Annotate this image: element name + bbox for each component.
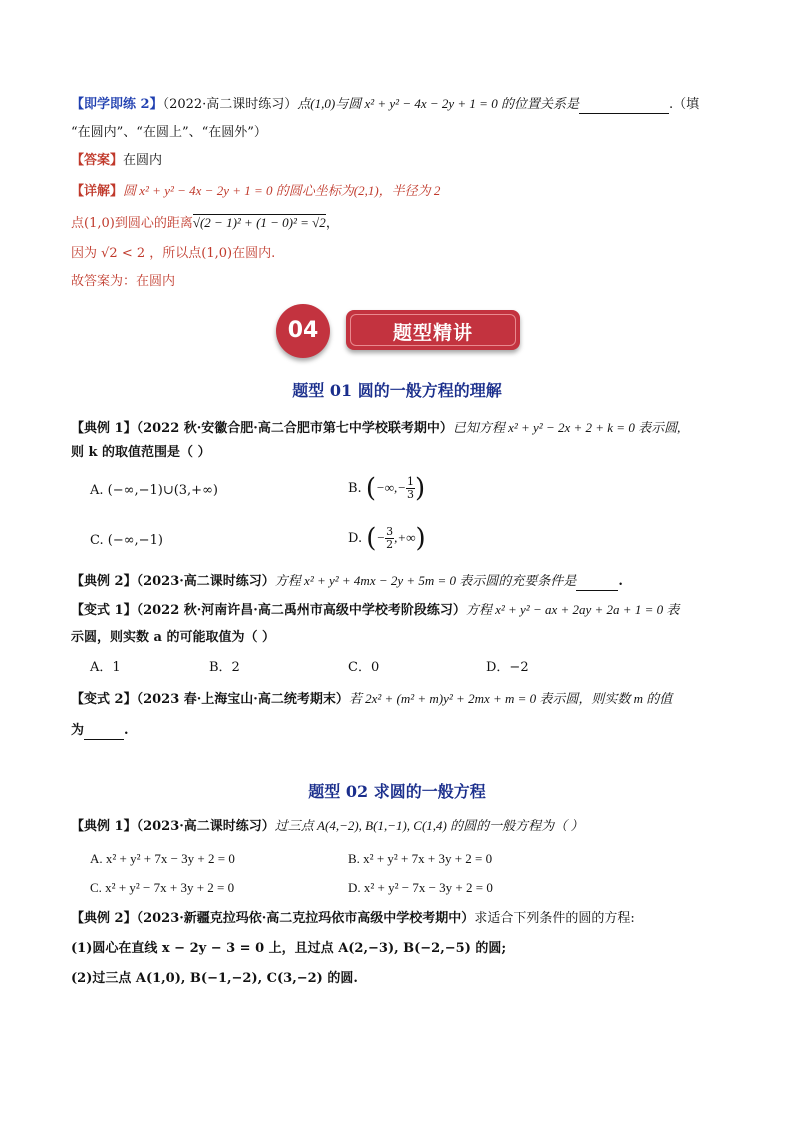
example1-text: 已知方程 x² + y² − 2x + 2 + k = 0 表示圆, xyxy=(452,420,681,435)
type02-example1-text: 过三点 A(4,−2), B(1,−1), C(1,4) 的圆的一般方程为（ ） xyxy=(274,818,584,833)
option-d-numerator: 3 xyxy=(386,525,394,538)
type01-variant2-line1 xyxy=(71,690,672,709)
distance-line xyxy=(71,214,339,233)
type01-example1-line1 xyxy=(71,419,680,438)
option-d-denominator: 2 xyxy=(386,538,394,551)
option-b-prefix: B. xyxy=(348,481,362,496)
option-b-denominator: 3 xyxy=(407,488,415,501)
practice-question-text: 点(1,0)与圆 x² + y² − 4x − 2y + 1 = 0 的位置关系是 xyxy=(297,96,579,111)
variant1-label: 【变式 1】 xyxy=(71,603,137,618)
type01-variant2-line2 xyxy=(71,721,129,740)
variant2-text: 若 2x² + (m² + m)y² + 2mx + m = 0 表示圆，则实数 m 的值 xyxy=(348,691,673,706)
practice-question-line1 xyxy=(71,95,699,114)
type01-variant1-line1 xyxy=(71,601,679,620)
practice-label: 【即学即练 2】 xyxy=(71,97,163,112)
variant2-line2-text: 为 xyxy=(71,723,85,738)
type02-example2-item2: (2)过三点 A(1,0), B(−1,−2), C(3,−2) 的圆. xyxy=(71,971,358,986)
practice-answer-blank xyxy=(579,95,669,114)
type02-example1-label: 【典例 1】 xyxy=(71,819,137,834)
type02-option-a: A. x² + y² + 7x − 3y + 2 = 0 xyxy=(90,851,235,866)
section-number: 04 xyxy=(287,318,319,343)
variant2-source: （2023 春·上海宝山·高二统考期末） xyxy=(136,692,349,707)
example2-end: . xyxy=(618,574,623,589)
because-line: 因为 √2 < 2 ，所以点(1,0)在圆内. xyxy=(71,246,276,261)
option-d-prefix: D. xyxy=(348,531,363,546)
variant1-option-d: D．−2 xyxy=(486,660,529,675)
type01-heading: 题型 01 圆的一般方程的理解 xyxy=(292,381,502,400)
type02-option-d: D. x² + y² − 7x − 3y + 2 = 0 xyxy=(348,880,493,895)
distance-expression: √(2 − 1)² + (1 − 0)² = √2 xyxy=(192,215,326,230)
type01-variant1-line2: 示圆，则实数 a 的可能取值为（ ） xyxy=(71,630,276,645)
distance-prefix: 点(1,0)到圆心的距离 xyxy=(71,216,193,231)
example2-text: 方程 x² + y² + 4mx − 2y + 5m = 0 表示圆的充要条件是 xyxy=(274,573,577,588)
option-d-right: ,+∞ xyxy=(394,530,416,545)
example1-label: 【典例 1】 xyxy=(71,421,137,436)
type02-example1 xyxy=(71,817,583,836)
type02-example2-text: 求适合下列条件的圆的方程: xyxy=(474,911,635,926)
type01-option-b: B. (−∞,− $\frac{1}{3}$ ) xyxy=(348,473,426,504)
practice-source: （2022·高二课时练习） xyxy=(162,97,298,112)
example2-source: （2023·高二课时练习） xyxy=(136,574,275,589)
practice-question-tail: .（填 xyxy=(668,97,700,112)
type01-example1-line2: 则 k 的取值范围是（ ） xyxy=(71,445,211,460)
type02-option-c: C. x² + y² − 7x + 3y + 2 = 0 xyxy=(90,880,235,895)
detail-label: 【详解】 xyxy=(71,184,124,199)
type02-example1-source: （2023·高二课时练习） xyxy=(136,819,275,834)
type01-option-d: D. (− $\frac{3}{2}$ ,+∞) xyxy=(348,523,426,554)
section-title: 题型精讲 xyxy=(392,322,473,344)
type01-example2 xyxy=(71,572,623,591)
option-b-numerator: 1 xyxy=(407,475,415,488)
distance-suffix: ， xyxy=(325,216,339,231)
practice-detail-line xyxy=(71,182,440,201)
type01-option-a: A. (−∞,−1)∪(3,+∞) xyxy=(90,483,218,498)
variant2-blank xyxy=(84,721,124,740)
type02-example2 xyxy=(71,910,635,928)
option-d-left: − xyxy=(376,530,386,545)
variant2-label: 【变式 2】 xyxy=(71,692,137,707)
type02-example2-source: （2023·新疆克拉玛依·高二克拉玛依市高级中学校考期中） xyxy=(136,911,475,926)
practice-question-line2: “在圆内”、“在圆上”、“在圆外”） xyxy=(71,125,267,140)
practice-answer-line xyxy=(71,152,162,170)
type02-example2-label: 【典例 2】 xyxy=(71,911,137,926)
conclusion-line: 故答案为：在圆内 xyxy=(71,274,176,289)
variant1-option-a: A．1 xyxy=(90,660,121,675)
variant1-option-c: C．0 xyxy=(348,660,380,675)
example2-label: 【典例 2】 xyxy=(71,574,137,589)
answer-label: 【答案】 xyxy=(71,153,124,168)
type02-option-b: B. x² + y² + 7x + 3y + 2 = 0 xyxy=(348,851,493,866)
answer-value: 在圆内 xyxy=(123,153,163,168)
example2-blank xyxy=(576,572,618,591)
variant1-text: 方程 x² + y² − ax + 2ay + 2a + 1 = 0 表 xyxy=(465,602,680,617)
detail-text: 圆 x² + y² − 4x − 2y + 1 = 0 的圆心坐标为(2,1)，半径为 2 xyxy=(123,183,441,198)
type02-heading: 题型 02 求圆的一般方程 xyxy=(308,782,486,801)
variant1-source: （2022 秋·河南许昌·高二禹州市高级中学校考阶段练习） xyxy=(136,603,466,618)
type01-option-c: C. (−∞,−1) xyxy=(90,533,163,548)
example1-source: （2022 秋·安徽合肥·高二合肥市第七中学校联考期中） xyxy=(136,421,453,436)
type02-example2-item1: (1)圆心在直线 x − 2y − 3 = 0 上，且过点 A(2,−3), B(−2,−5) 的圆; xyxy=(71,941,507,956)
variant2-end: . xyxy=(124,723,129,738)
variant1-option-b: B．2 xyxy=(209,660,240,675)
option-b-left: −∞,− xyxy=(375,480,407,495)
